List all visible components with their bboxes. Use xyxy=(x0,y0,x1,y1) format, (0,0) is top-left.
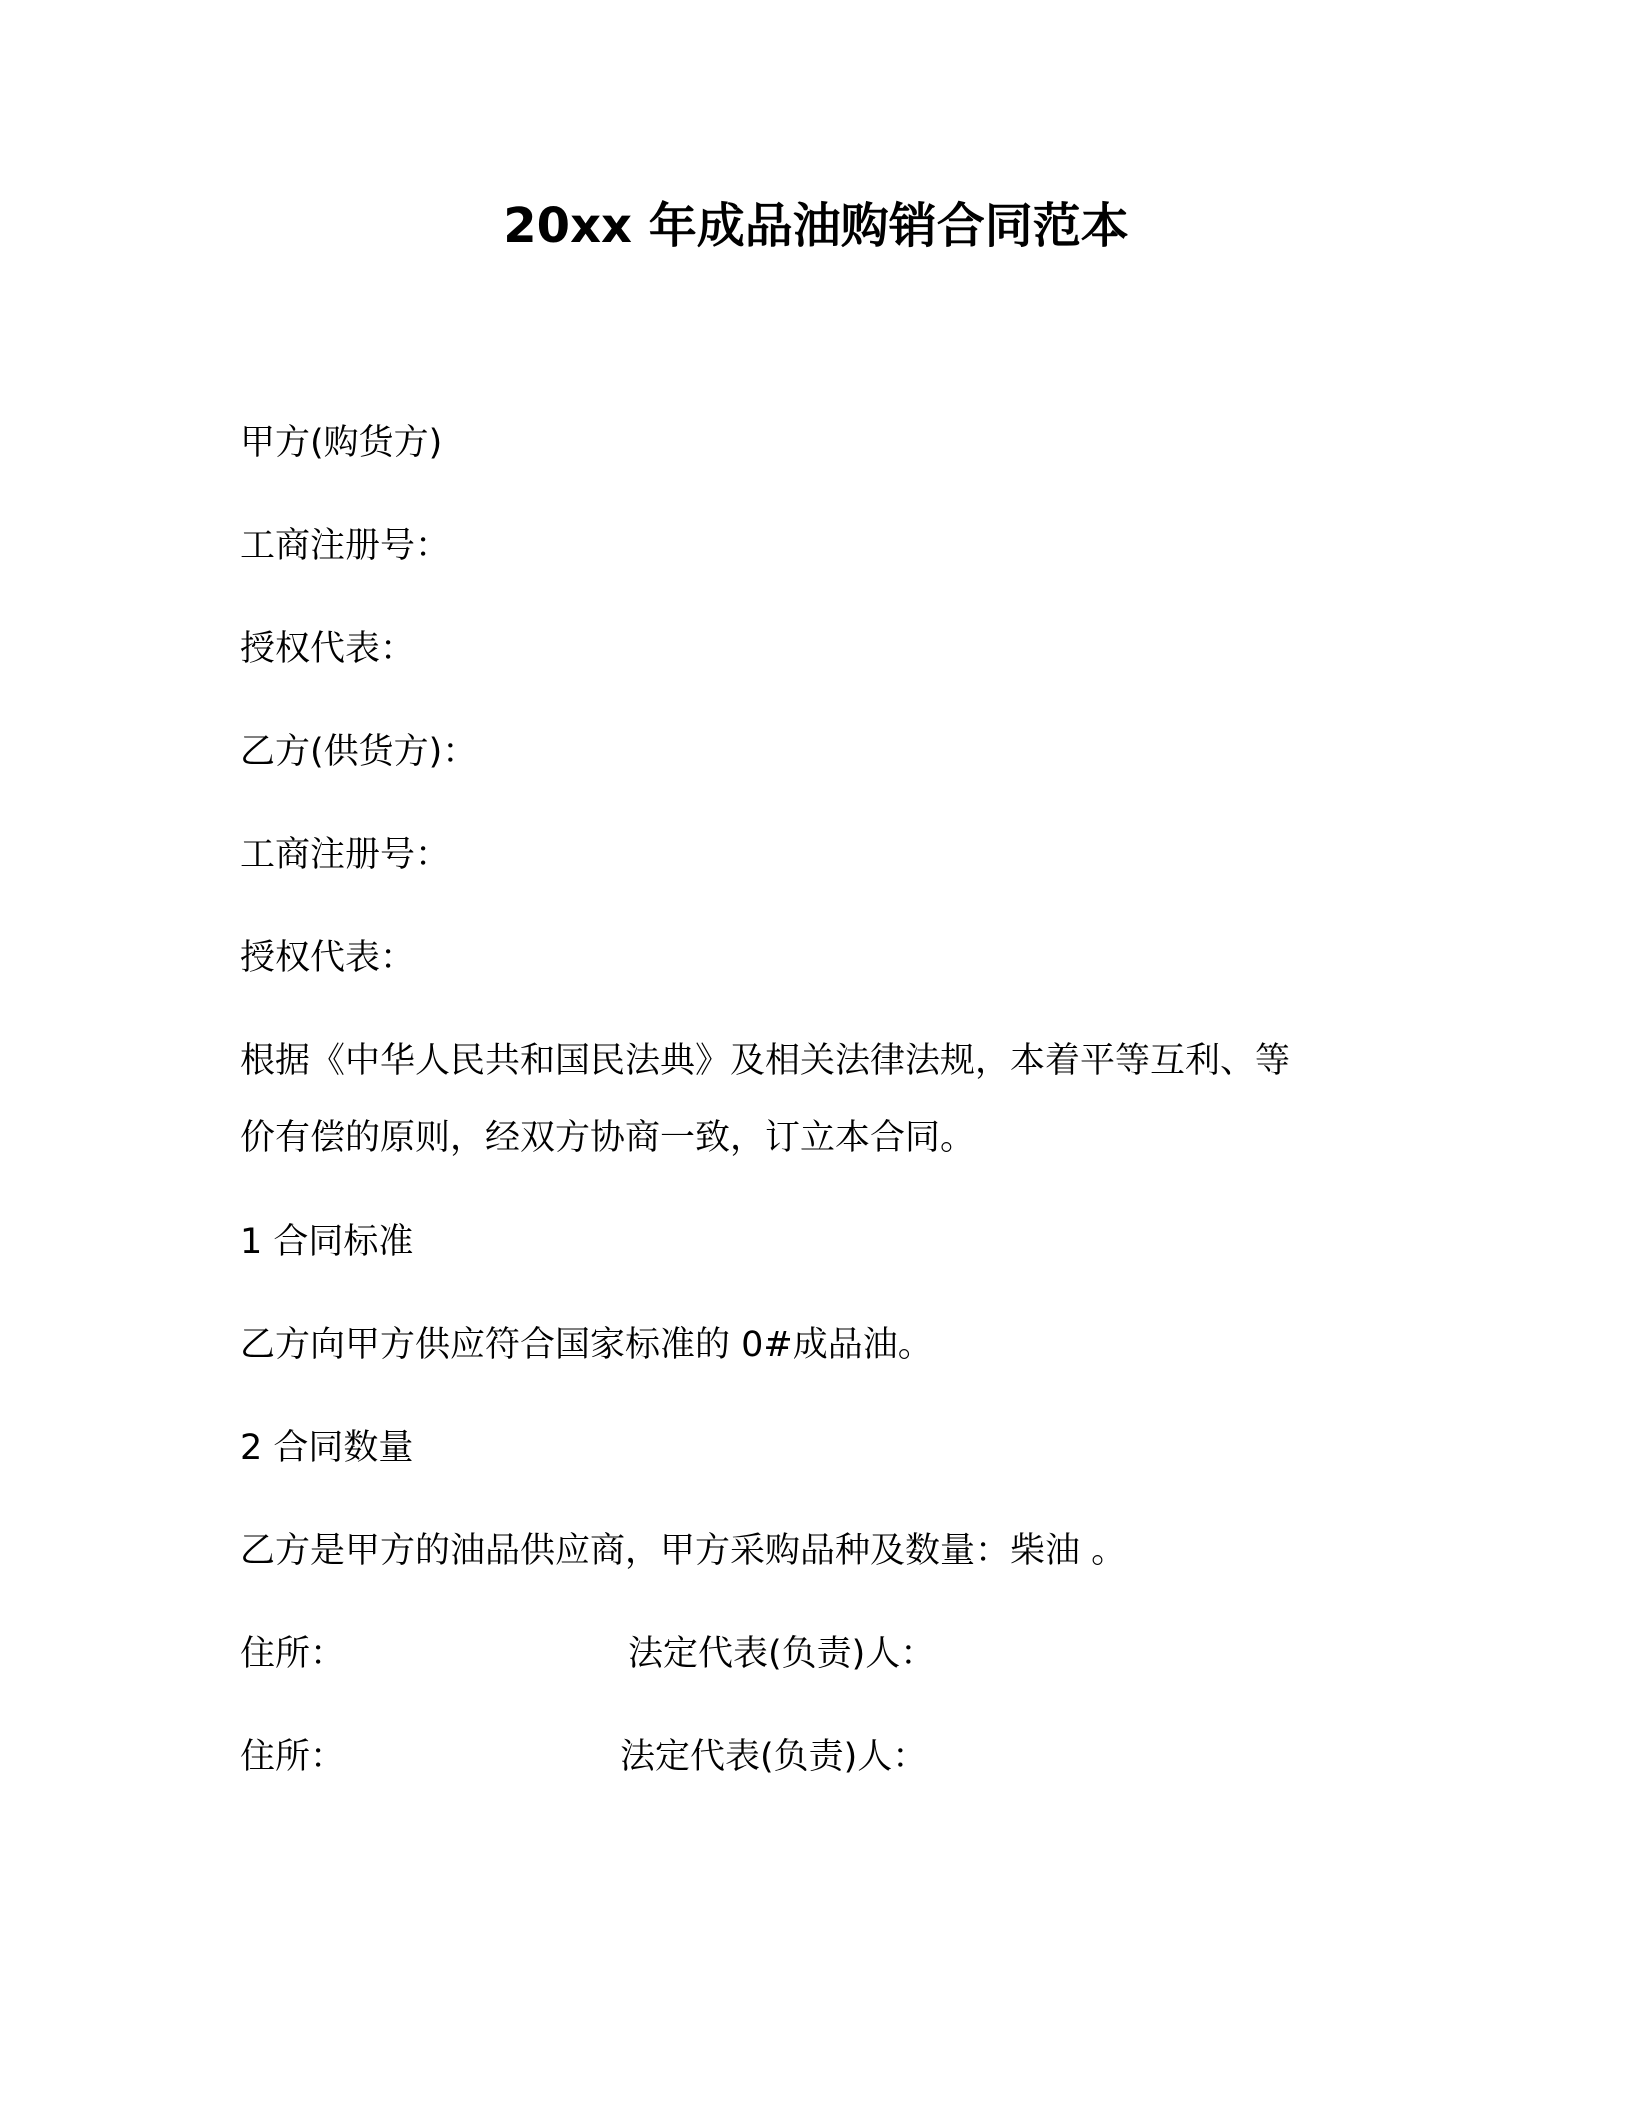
party-b-registration: 工商注册号： xyxy=(240,835,451,875)
document-title: 20xx 年成品油购销合同范本 xyxy=(503,198,1129,254)
party-b-representative: 授权代表： xyxy=(240,938,416,978)
party-a-registration: 工商注册号： xyxy=(240,526,451,566)
preamble-line-1: 根据《中华人民共和国民法典》及相关法律法规，本着平等互利、等 xyxy=(240,1041,1291,1081)
party-a-label: 甲方(购货方) xyxy=(240,423,443,463)
signature-row-2-address: 住所： xyxy=(240,1737,346,1777)
signature-row-1-address: 住所： xyxy=(240,1634,346,1674)
signature-row-1-legal-rep: 法定代表(负责)人： xyxy=(628,1634,936,1674)
section-2-body: 乙方是甲方的油品供应商，甲方采购品种及数量：柴油 。 xyxy=(240,1531,1127,1571)
party-a-representative: 授权代表： xyxy=(240,629,416,669)
section-2-heading: 2 合同数量 xyxy=(240,1428,414,1468)
preamble-line-2: 价有偿的原则，经双方协商一致，订立本合同。 xyxy=(240,1118,976,1158)
party-b-label: 乙方(供货方)： xyxy=(240,732,478,772)
signature-row-2-legal-rep: 法定代表(负责)人： xyxy=(620,1737,928,1777)
section-1-heading: 1 合同标准 xyxy=(240,1222,414,1262)
section-1-body: 乙方向甲方供应符合国家标准的 0#成品油。 xyxy=(240,1325,933,1365)
